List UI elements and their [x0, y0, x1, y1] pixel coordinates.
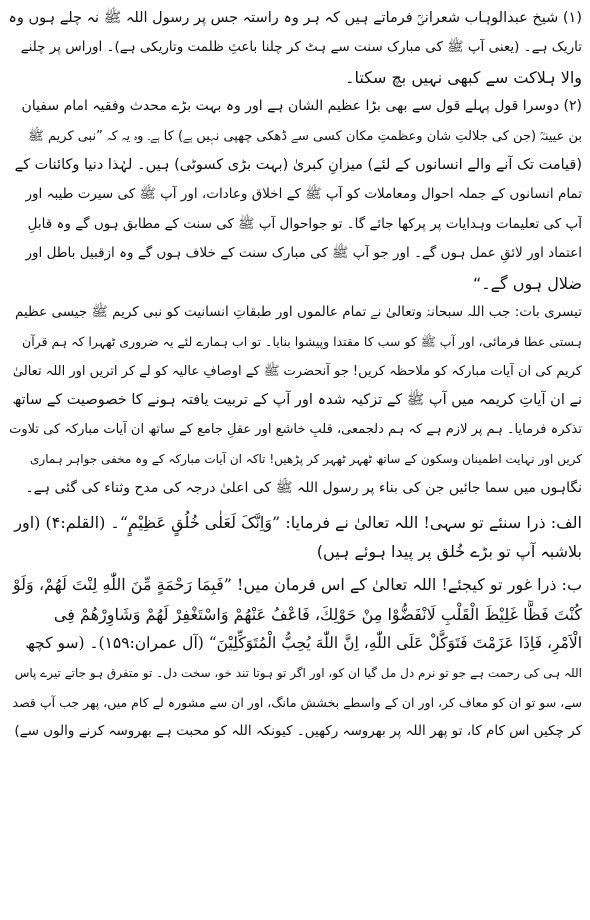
text-line: اللہ ہی کی رحمت ہے جو تو نرم دل مل گیا ان کو، اور اگر تو ہوتا تند خو، سخت دل۔ تو متفرق ہو جاتے تیرے پاس — [14, 665, 582, 680]
text-line: (۲) دوسرا قول پہلے قول سے بھی بڑا عظیم الشان ہے اور وہ بہت بڑے محدث وفقیہ امام سفیان — [21, 98, 582, 115]
text-line: آپ کی تعلیمات وہدایات پر پرکھا جائے گا۔ تو جواحوال آپ ﷺ کی سنت کے مطابق ہوں گے وہ قابلِ — [27, 215, 582, 232]
text-line: تاریک ہے۔ (یعنی آپ ﷺ کی مبارک سنت سے ہٹ کر چلنا باعثِ ظلمت وتاریکی ہے)۔ اوراس پر چلنے — [20, 39, 582, 56]
text-line: بلاشبہ آپ تو بڑے خُلق پر پیدا ہوئے ہیں) — [316, 542, 582, 562]
text-line: تیسری بات: جب اللہ سبحانہٗ وتعالیٰ نے تمام عالموں اور طبقاتِ انسانیت کو نبی کریم ﷺ جیسی عظیم — [15, 303, 582, 320]
text-line: نگاہوں میں سما جائیں جن کی بناء پر رسول اللہ ﷺ کی اعلیٰ درجہ کی مدح وثناء کی گئی ہے۔ — [25, 480, 582, 497]
text-line: کریں اور نہایت اطمینان وسکون کے ساتھ ٹھہر ٹھہر کر پڑھیں! تاکہ ان آیات مبارکہ کے وہ مخفی جواہر ہماری — [30, 451, 582, 466]
text-line: تمام انسانوں کے جملہ احوال ومعاملات کو آپ ﷺ کے اخلاق وعادات، اور آپ ﷺ کی سیرت طیبہ اور — [25, 186, 582, 203]
text-line: کر چکیں اس کام کا، تو پھر اللہ پر بھروسہ رکھیں۔ کیونکہ اللہ کو محبت ہے بھروسہ کرنے والوں سے) — [14, 723, 582, 740]
paragraph-third-point — [8, 298, 582, 504]
paragraph-be-verse — [8, 570, 582, 746]
paragraph-sufyan-ibn-uyaynah-quote — [8, 92, 582, 298]
text-line: (۱) شیخ عبدالوہاب شعرانیؒ فرماتے ہیں کہ ہر وہ راستہ جس پر رسول اللہ ﷺ نہ چلے ہوں وہ — [8, 10, 582, 26]
text-line: ضلال ہوں گے۔“ — [473, 273, 582, 293]
text-line: نے ان آیاتِ کریمہ میں آپ ﷺ کے تزکیہ شدہ اور آپ کے تربیت یافتہ ہونے کا خصوصیت کے ساتھ — [12, 392, 582, 409]
text-line: اعتماد اور لائقِ عمل ہوں گے۔ اور جو آپ ﷺ کی مبارک سنت کے خلاف ہوں گے وہ ازقبیل باطل اور — [25, 245, 582, 262]
text-line: ہستی عطا فرمائی، اور آپ ﷺ کو سب کا مقتدا وپیشوا بنایا۔ تو اب ہمارے لئے یہ ضروری ٹھہرا کہ ہم قرآن — [22, 334, 582, 350]
paragraph-alif-verse — [8, 508, 582, 567]
text-line: الْاَمْرِ، فَاِذَا عَزَمْتَ فَتَوَكَّلْ عَلَى اللّٰهِ، اِنَّ اللّٰهَ يُحِبُّ الْمُتَوَكِّلِيْنَ“ (آل عمران:۱۵۹)۔ (سو کچھ — [25, 634, 582, 653]
text-line: والا ہلاکت سے کبھی نہیں بچ سکتا۔ — [345, 67, 582, 87]
text-line: تذکرہ فرمایا۔ ہم پر لازم ہے کہ ہم دلجمعی، قلبِ خاشع اور عقلِ جامع کے ساتھ ان آیات مبارکہ کی تلاوت — [9, 422, 582, 438]
paragraph-sheikh-shaarani-quote — [8, 4, 582, 92]
text-line: الف: ذرا سنئے تو سہی! اللہ تعالیٰ نے فرمایا: ”وَاِنَّکَ لَعَلٰی خُلُقٍ عَظِیْمٍ“۔ (القلم:۴) (اور — [14, 512, 582, 532]
text-line: کُنْتَ فَظًّا غَلِيْظَ الْقَلْبِ لَانْفَضُّوْا مِنْ حَوْلِكَ، فَاعْفُ عَنْهُمْ وَاسْتَغْفِرْ لَهُمْ وَشَاوِرْهُمْ فِی — [53, 604, 582, 624]
text-line: سے، سو تو ان کو معاف کر، اور ان کے واسطے بخشش مانگ، اور ان سے مشورہ لے کام میں، پھر جب آپ قصد — [12, 694, 582, 710]
text-line: کریم کی ان آیات مبارکہ کو ملاحظہ کریں! جو آنحضرت ﷺ کے اوصافِ عالیہ کو لے کر اتریں اور اللہ تعالیٰ — [12, 363, 582, 379]
text-line: (قیامت تک آنے والے انسانوں کے لئے) میزانِ کبریٰ (بہت بڑی کسوٹی) ہیں۔ لہٰذا دنیا وکائنات کے — [14, 156, 582, 173]
text-line: بن عیینہؒ (جن کی جلالتِ شان وعظمتِ مکان کسی سے ڈھکی چھپی نہیں ہے) کا ہے۔ وہ یہ کہ ”نبی کریم ﷺ — [28, 128, 582, 144]
text-line: ب: ذرا غور تو کیجئے! اللہ تعالیٰ کے اس فرمان میں! ”فَبِمَا رَحْمَةٍ مِّنَ اللّٰهِ لِنْتَ لَهُمْ، وَلَوْ — [12, 575, 582, 595]
